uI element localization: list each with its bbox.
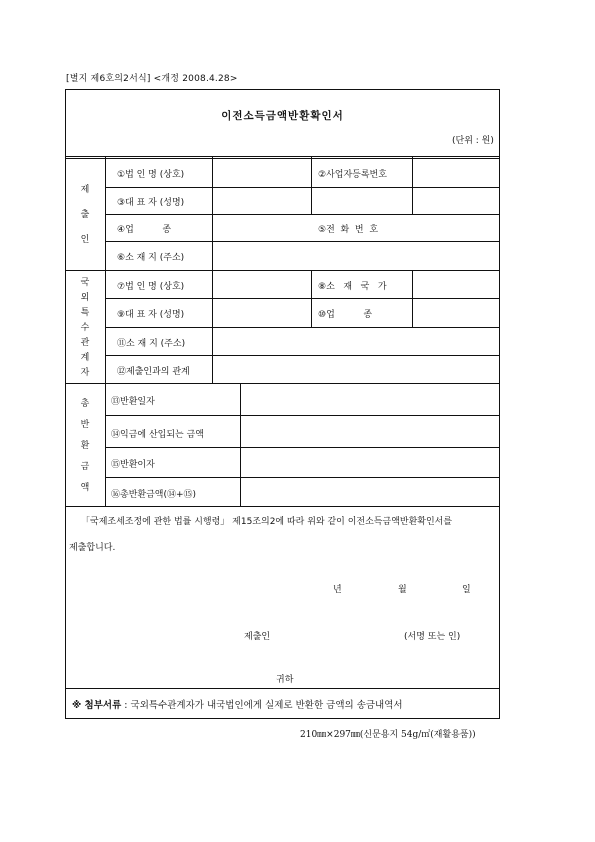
sign-hint: (서명 또는 인) [404, 632, 461, 642]
submitter-phone-label: ⑤전 화 번 호 [318, 225, 379, 235]
group-column-divider [105, 156, 106, 506]
submitter-representative-label: ③대 표 자 (성명) [117, 198, 185, 208]
statement-line-2: 제출합니다. [69, 543, 116, 553]
attachment-note [72, 697, 403, 711]
foreign-party-group-label: 국 외 특 수 관 계 자 [80, 278, 90, 378]
row-divider [105, 214, 500, 215]
attachment-text: : 국외특수관계자가 내국법인에게 실제로 반환한 금액의 송금내역서 [124, 700, 403, 711]
mid-column-divider [412, 156, 413, 214]
form-title: 이전소득금액반환확인서 [221, 110, 344, 122]
section-divider [65, 270, 500, 271]
row-divider [105, 298, 500, 299]
attachment-mark: ※ 첨부서류 [72, 700, 122, 711]
unit-label: (단위 : 원) [452, 136, 494, 146]
row-divider [105, 355, 500, 356]
paper-spec-footer: 210㎜×297㎜(신문용지 54g/㎡(재활용품)) [300, 730, 476, 740]
statement-line-1: 「국제조세조정에 관한 법률 시행령」 제15조의2에 따라 위와 같이 이전소득금액반환확인서를 [81, 517, 453, 527]
mid-column-divider [311, 270, 312, 327]
foreign-address-label: ⑪소 재 지 (주소) [117, 339, 186, 349]
foreign-relation-label: ⑫제출인과의 관계 [117, 367, 190, 377]
row-divider [105, 477, 500, 478]
submitter-biz-reg-label: ②사업자등록번호 [318, 170, 387, 180]
label-column-divider [212, 156, 213, 383]
foreign-country-label: ⑧소 재 국 가 [318, 282, 387, 292]
foreign-corp-name-label: ⑦법 인 명 (상호) [117, 282, 185, 292]
foreign-representative-label: ⑨대 표 자 (성명) [117, 310, 185, 320]
mid-column-divider [412, 270, 413, 327]
row-divider [105, 241, 500, 242]
refund-label-divider [240, 383, 241, 506]
mid-column-divider [311, 156, 312, 214]
row-divider [105, 447, 500, 448]
date-day-label: 일 [462, 585, 471, 595]
foreign-business-label: ⑩업 종 [318, 310, 373, 320]
form-number: [별지 제6호의2서식] <개정 2008.4.28> [66, 74, 238, 84]
row-divider [105, 327, 500, 328]
date-year-label: 년 [333, 585, 342, 595]
refund-interest-label: ⑮반환이자 [111, 460, 155, 470]
row-divider [105, 187, 500, 188]
submitter-address-label: ⑥소 재 지 (주소) [117, 253, 185, 263]
submitter-business-label: ④업 종 [117, 225, 172, 235]
submitter-corp-name-label: ①법 인 명 (상호) [117, 170, 185, 180]
refund-date-label: ⑬반환일자 [111, 397, 155, 407]
table-top-rule [65, 156, 500, 159]
submitter-sign-label: 제출인 [244, 632, 271, 642]
section-divider [65, 383, 500, 384]
section-divider [65, 506, 500, 507]
row-divider [105, 415, 500, 416]
refund-group-label: 총 반 환 금 액 [80, 399, 90, 493]
attachment-divider [65, 688, 500, 689]
date-month-label: 월 [398, 585, 407, 595]
refund-total-label: ⑯총반환금액(⑭+⑮) [111, 490, 197, 500]
submitter-group-label: 제 출 인 [80, 184, 90, 245]
refund-profit-amount-label: ⑭익금에 산입되는 금액 [111, 430, 204, 440]
addressee: 귀하 [276, 675, 294, 685]
